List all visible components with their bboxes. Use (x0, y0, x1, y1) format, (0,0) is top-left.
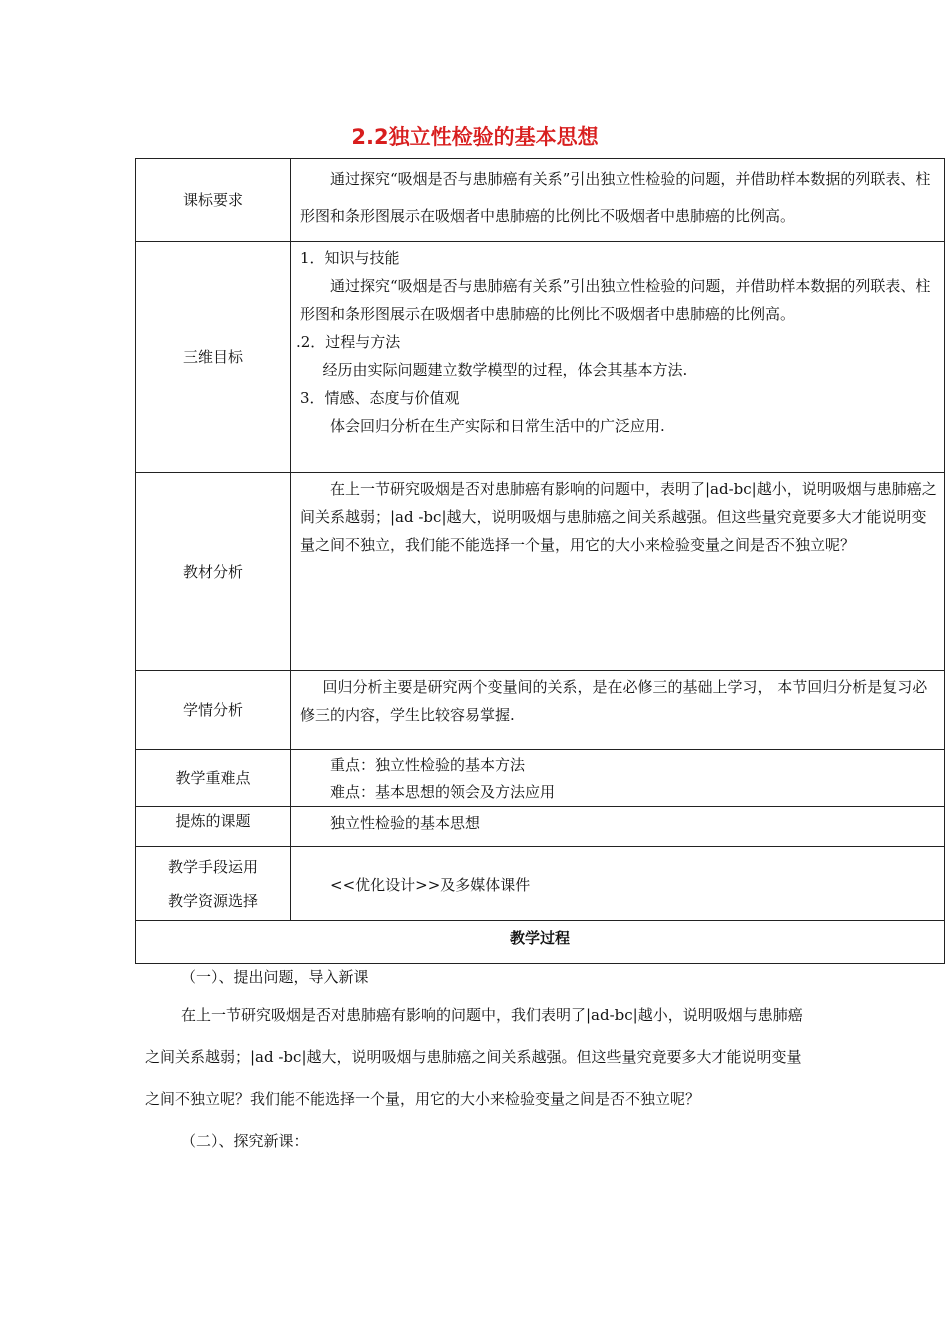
document-title: 2.2独立性检验的基本思想 (351, 125, 599, 149)
table-row (136, 242, 945, 473)
row-label-keypoints: 教学重难点 (136, 750, 291, 807)
goal-heading-3: 3．情感、态度与价值观 (300, 389, 460, 407)
row-content-topic (291, 807, 945, 847)
row-label-goals: 三维目标 (136, 242, 291, 473)
lesson-plan-table (135, 158, 945, 964)
row-content-curriculum (291, 159, 945, 242)
process-body (145, 963, 810, 1160)
goal-heading-2: .2．过程与方法 (296, 333, 401, 351)
curriculum-text: 通过探究“吸烟是否与患肺癌有关系”引出独立性检验的问题，并借助样本数据的列联表、柱形图和条形图展示在吸烟者中患肺癌的比例比不吸烟者中患肺癌的比例高。 (300, 170, 931, 225)
resources-text: <<优化设计>>及多媒体课件 (330, 875, 531, 894)
row-content-students (291, 671, 945, 750)
table-row (136, 750, 945, 807)
section-heading-1: （一）、提出问题，导入新课 (181, 968, 369, 986)
goal-heading-1: 1．知识与技能 (300, 249, 400, 267)
table-row (136, 807, 945, 847)
resources-label-line-1: 教学手段运用 (167, 857, 258, 876)
row-content-material (291, 473, 945, 671)
section-heading-2: （二）、探究新课： (181, 1132, 309, 1150)
row-label-topic: 提炼的课题 (136, 807, 291, 847)
table-row (136, 159, 945, 242)
goal-text-3: 体会回归分析在生产实际和日常生活中的广泛应用. (330, 417, 665, 435)
table-row (136, 847, 945, 921)
resources-label-line-2: 教学资源选择 (167, 891, 258, 910)
row-content-goals (291, 242, 945, 473)
goal-text-1: 通过探究“吸烟是否与患肺癌有关系”引出独立性检验的问题，并借助样本数据的列联表、柱形图和条形图展示在吸烟者中患肺癌的比例比不吸烟者中患肺癌的比例高。 (300, 277, 931, 323)
key-point: 重点：独立性检验的基本方法 (330, 756, 526, 774)
goal-text-2: 经历由实际问题建立数学模型的过程，体会其基本方法. (322, 361, 688, 379)
row-label-students: 学情分析 (136, 671, 291, 750)
table-row (136, 671, 945, 750)
process-header: 教学过程 (136, 921, 945, 964)
topic-text: 独立性检验的基本思想 (330, 814, 481, 832)
row-content-keypoints (291, 750, 945, 807)
hard-point: 难点：基本思想的领会及方法应用 (330, 783, 556, 801)
row-label-material: 教材分析 (136, 473, 291, 671)
table-row (136, 921, 945, 964)
row-content-resources (291, 847, 945, 921)
intro-paragraph: 在上一节研究吸烟是否对患肺癌有影响的问题中，我们表明了|ad-bc|越小，说明吸烟与患肺癌之间关系越弱；|ad -bc|越大，说明吸烟与患肺癌之间关系越强。但这些量究竟要多大才能说明变量之间不独立呢？我们能不能选择一个量，用它的大小来检验变量之间是否不独立呢？ (145, 1006, 803, 1108)
table-row (136, 473, 945, 671)
row-label-resources (136, 847, 291, 921)
students-text: 回归分析主要是研究两个变量间的关系，是在必修三的基础上学习， 本节回归分析是复习必修三的内容，学生比较容易掌握. (300, 678, 928, 724)
row-label-curriculum: 课标要求 (136, 159, 291, 242)
material-text: 在上一节研究吸烟是否对患肺癌有影响的问题中，表明了|ad-bc|越小，说明吸烟与患肺癌之间关系越弱；|ad -bc|越大，说明吸烟与患肺癌之间关系越强。但这些量究竟要多大才能说明变量之间不独立，我们能不能选择一个量，用它的大小来检验变量之间是否不独立呢？ (300, 480, 937, 554)
